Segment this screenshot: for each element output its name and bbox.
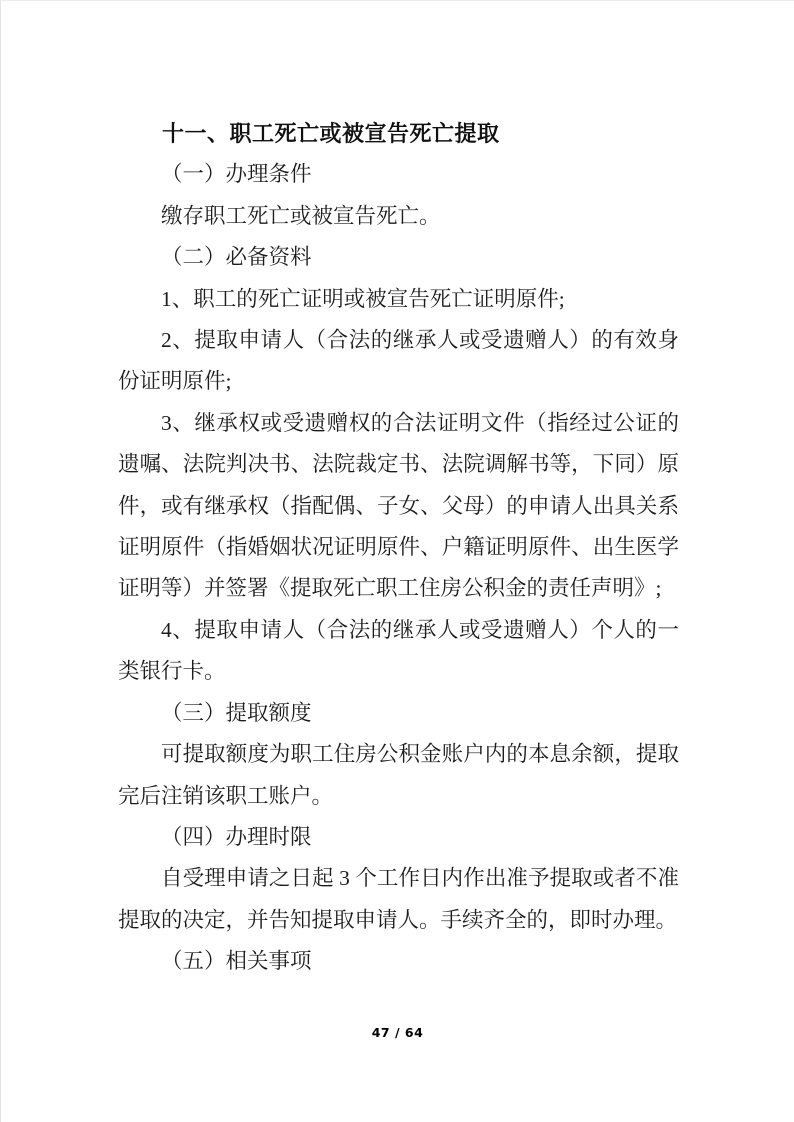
page-footer [1, 1024, 794, 1042]
paragraph-required-materials-label: （二）必备资料 [161, 245, 312, 270]
paragraph-material-item-3: 3、继承权或受遗赠权的合法证明文件（指经过公证的遗嘱、法院判决书、法院裁定书、法院调解书等，下同）原件，或有继承权（指配偶、子女、父母）的申请人出具关系证明原件（指婚姻状况证明原件、户籍证明原件、出生医学证明等）并签署《提取死亡职工住房公积金的责任声明》; [118, 410, 679, 601]
paragraph-withdrawal-quota-text: 可提取额度为职工住房公积金账户内的本息余额，提取完后注销该职工账户。 [118, 742, 679, 808]
section-heading: 十一、职工死亡或被宣告死亡提取 [162, 121, 500, 146]
paragraph-related-matters-label: （五）相关事项 [161, 949, 312, 974]
paragraph-handling-conditions-label: （一）办理条件 [161, 162, 312, 187]
page-number: 47 / 64 [371, 1025, 424, 1040]
paragraph-time-limit-label: （四）办理时限 [161, 824, 312, 849]
paragraph-withdrawal-quota-label: （三）提取额度 [161, 700, 312, 725]
paragraph-handling-conditions-text: 缴存职工死亡或被宣告死亡。 [161, 203, 441, 228]
paragraph-material-item-1: 1、职工的死亡证明或被宣告死亡证明原件; [161, 286, 565, 311]
paragraph-time-limit-text: 自受理申请之日起 3 个工作日内作出准予提取或者不准提取的决定，并告知提取申请人。手续齐全的，即时办理。 [118, 866, 679, 932]
paragraph-material-item-4: 4、提取申请人（合法的继承人或受遗赠人）个人的一类银行卡。 [118, 617, 679, 684]
paragraph-material-item-2: 2、提取申请人（合法的继承人或受遗赠人）的有效身份证明原件; [118, 328, 679, 394]
document-content [118, 113, 679, 983]
